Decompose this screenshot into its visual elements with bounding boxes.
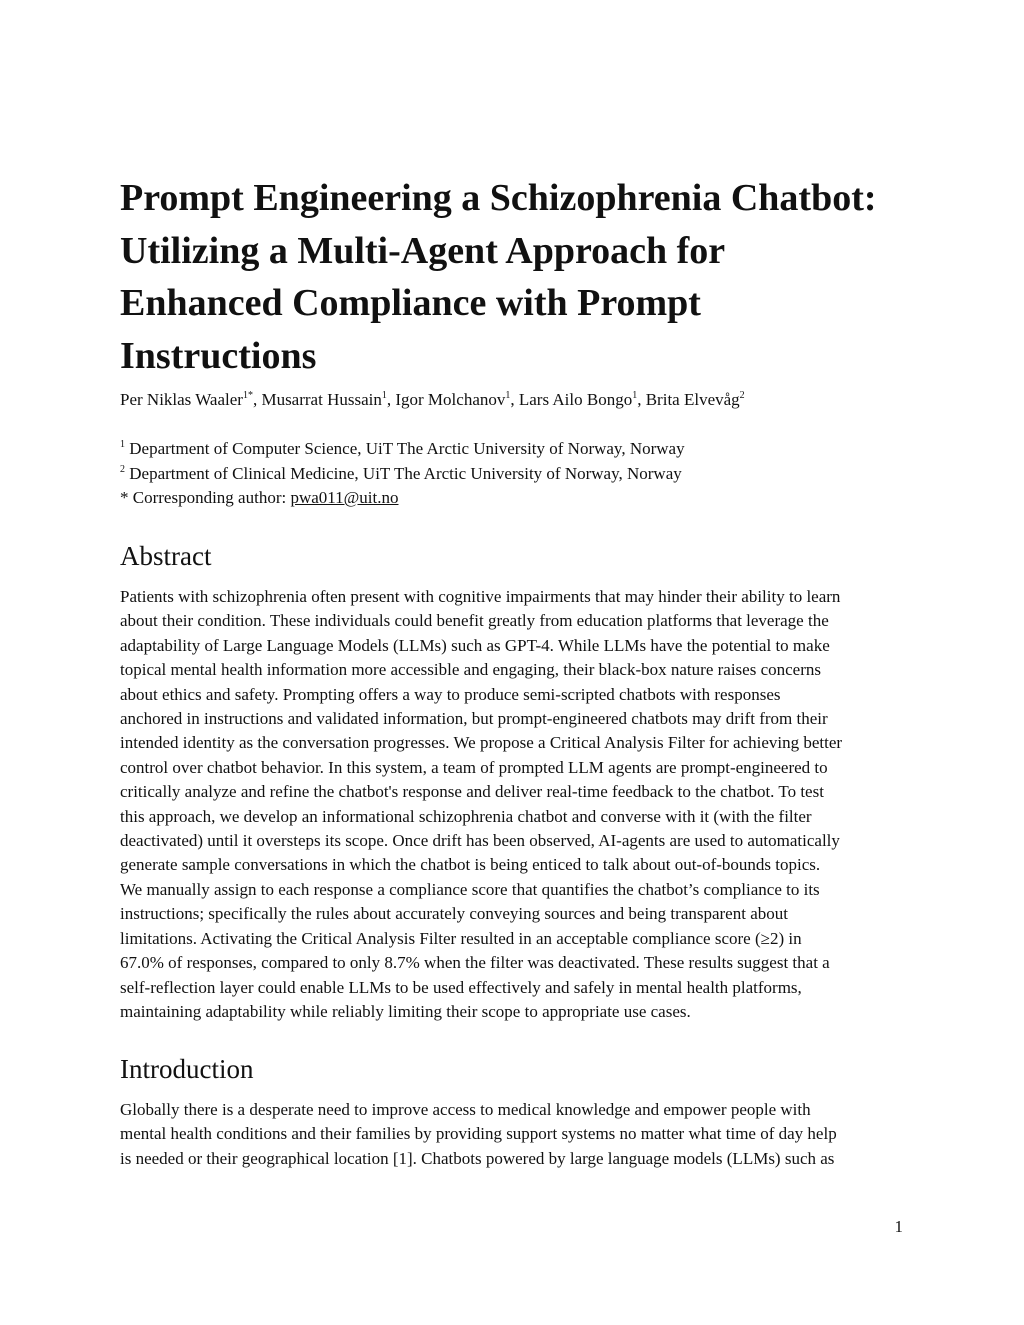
author-affiliation-mark: 1* [242,390,253,401]
title-line: Instructions [120,334,317,377]
author-separator: , [386,390,396,409]
author [395,390,519,409]
author-list [120,388,920,412]
abstract-line: control over chatbot behavior. In this system, a team of prompted LLM agents are prompt-engineered to [120,757,828,777]
abstract-line: adaptability of Large Language Models (LLMs) such as GPT-4. While LLMs have the potential to make [120,635,830,655]
author [519,390,646,409]
abstract-line: intended identity as the conversation progresses. We propose a Critical Analysis Filter for achieving better [120,733,843,753]
author [120,390,261,409]
introduction-text [120,1098,910,1171]
affiliation-mark: 2 [120,463,125,475]
abstract-line: this approach, we develop an informational schizophrenia chatbot and converse with it (with the filter [120,806,812,826]
affiliation-mark: 1 [120,439,125,450]
corresponding-author-label: * Corresponding author: [120,488,291,507]
title-line: Utilizing a Multi-Agent Approach for [120,229,726,272]
affiliation-text: Department of Clinical Medicine, UiT The Arctic University of Norway, Norway [125,463,682,483]
paper-title [120,172,920,382]
page-number: 1 [894,1217,903,1236]
affiliation [120,462,920,487]
abstract-line: We manually assign to each response a compliance score that quantifies the chatbot’s compliance to its [120,879,820,899]
introduction-line: is needed or their geographical location [1]. Chatbots powered by large language models (LLMs) such as [120,1148,835,1168]
abstract-line: self-reflection layer could enable LLMs to be used effectively and safely in mental health platforms, [120,977,802,997]
author-name: Igor Molchanov [395,390,506,409]
author-separator: , [637,390,646,409]
author-name: Per Niklas Waaler [120,390,243,409]
author-separator: , [252,390,262,409]
abstract-heading: Abstract [120,541,212,571]
abstract-line: topical mental health information more accessible and engaging, their black-box nature raises concerns [120,660,821,680]
abstract-line: generate sample conversations in which the chatbot is being enticed to talk about out-of-bounds topics. [120,855,821,875]
introduction-line: Globally there is a desperate need to improve access to medical knowledge and empower people with [120,1100,811,1119]
author-affiliation-mark: 1 [505,390,511,401]
author-name: Musarrat Hussain [261,390,382,409]
author-name: Lars Ailo Bongo [518,390,633,409]
affiliation-text: Department of Computer Science, UiT The Arctic University of Norway, Norway [125,439,685,458]
abstract-text [120,585,910,1024]
author-affiliation-mark: 1 [381,390,387,401]
introduction-line: mental health conditions and their families by providing support systems no matter what time of day help [120,1124,837,1144]
author-name: Brita Elvevåg [645,390,740,409]
author [261,390,395,409]
abstract-line: instructions; specifically the rules about accurately conveying sources and being transparent about [120,904,788,924]
abstract-line: deactivated) until it oversteps its scope. Once drift has been observed, AI-agents are used to automatically [120,831,840,851]
abstract-line: 67.0% of responses, compared to only 8.7% when the filter was deactivated. These results suggest that a [120,953,830,973]
author-affiliation-mark: 1 [632,390,638,401]
abstract-line: about their condition. These individuals could benefit greatly from education platforms that leverage the [120,611,829,631]
author-affiliation-mark: 2 [739,390,745,401]
abstract-line: critically analyze and refine the chatbot's response and deliver real-time feedback to the chatbot. To test [120,782,824,802]
corresponding-author [120,486,920,511]
abstract-line: limitations. Activating the Critical Analysis Filter resulted in an acceptable compliance score (≥2) in [120,928,802,948]
abstract-line: about ethics and safety. Prompting offers a way to produce semi-scripted chatbots with responses [120,684,781,704]
author-separator: , [510,390,519,409]
abstract-line: Patients with schizophrenia often present with cognitive impairments that may hinder their ability to learn [120,587,841,606]
author [646,390,745,409]
corresponding-email-link[interactable]: pwa011@uit.no [290,488,399,507]
affiliation-list [120,437,920,511]
title-line: Prompt Engineering a Schizophrenia Chatbot: [120,177,877,219]
affiliation [120,437,920,462]
introduction-heading: Introduction [120,1054,254,1084]
abstract-line: maintaining adaptability while reliably limiting their scope to appropriate use cases. [120,1001,691,1021]
abstract-line: anchored in instructions and validated information, but prompt-engineered chatbots may drift from their [120,709,828,729]
title-line: Enhanced Compliance with Prompt [120,282,701,324]
